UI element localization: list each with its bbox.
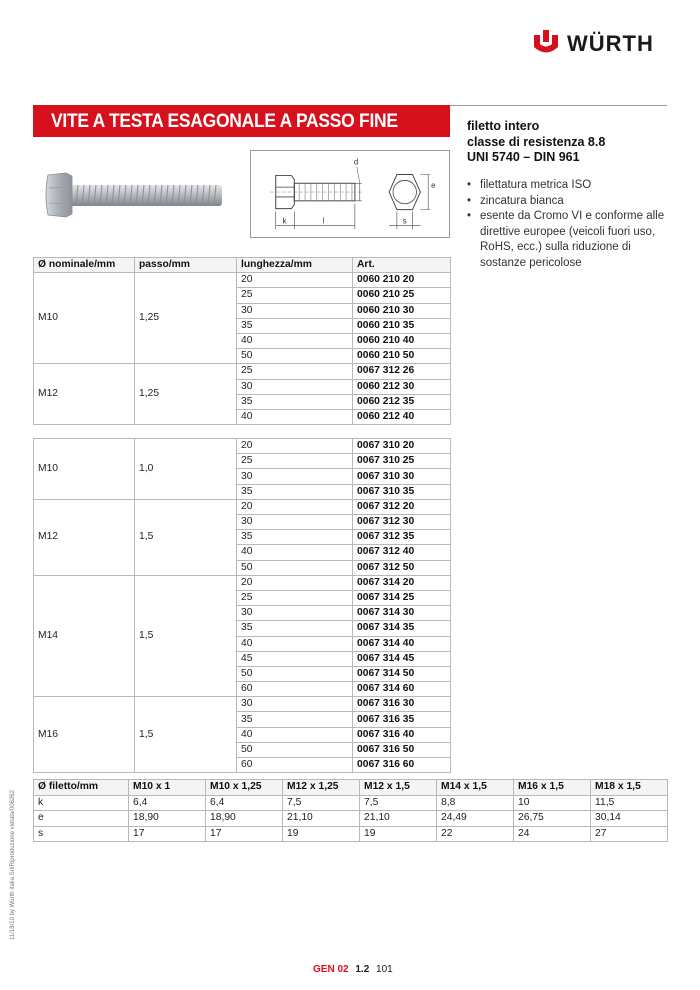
dim-cell: 11,5 — [591, 795, 668, 811]
length-cell: 20 — [237, 575, 353, 590]
length-cell: 35 — [237, 484, 353, 499]
length-cell: 20 — [237, 273, 353, 288]
pitch-cell: 1,0 — [135, 439, 237, 500]
article-number-cell: 0060 210 35 — [353, 318, 451, 333]
spec-line: classe di resistenza 8.8 — [467, 134, 606, 149]
dim-cell: 19 — [360, 826, 437, 842]
dim-label-s: s — [402, 216, 407, 226]
spec-heading — [467, 119, 677, 166]
header-diameter: Ø nominale/mm — [34, 258, 135, 273]
page-number: 101 — [376, 964, 393, 975]
article-number-cell: 0067 314 50 — [353, 666, 451, 681]
table-row — [34, 273, 451, 288]
dim-cell: s — [34, 826, 129, 842]
diameter-cell: M14 — [34, 575, 135, 697]
article-number-cell: 0067 310 20 — [353, 439, 451, 454]
article-number-cell: 0067 314 40 — [353, 636, 451, 651]
dim-header: Ø filetto/mm — [34, 780, 129, 796]
article-number-cell: 0060 210 50 — [353, 349, 451, 364]
bolt-photo — [40, 170, 230, 220]
pitch-cell: 1,25 — [135, 364, 237, 425]
article-number-cell: 0067 312 26 — [353, 364, 451, 379]
dim-cell: 6,4 — [206, 795, 283, 811]
length-cell: 35 — [237, 318, 353, 333]
pitch-cell: 1,5 — [135, 499, 237, 575]
article-number-cell: 0067 312 40 — [353, 545, 451, 560]
length-cell: 25 — [237, 364, 353, 379]
article-number-cell: 0067 312 30 — [353, 515, 451, 530]
length-cell: 35 — [237, 530, 353, 545]
spec-bullet: • filettatura metrica ISO — [467, 178, 677, 194]
table-row — [34, 439, 451, 454]
article-number-cell: 0067 314 60 — [353, 682, 451, 697]
article-number-cell: 0067 312 35 — [353, 530, 451, 545]
pitch-cell: 1,5 — [135, 697, 237, 773]
article-number-cell: 0067 314 20 — [353, 575, 451, 590]
length-cell: 60 — [237, 758, 353, 773]
length-cell: 35 — [237, 621, 353, 636]
article-number-cell: 0067 314 35 — [353, 621, 451, 636]
article-number-cell: 0067 314 30 — [353, 606, 451, 621]
article-number-cell: 0067 310 35 — [353, 484, 451, 499]
page-footer — [313, 964, 393, 975]
article-number-cell: 0067 312 20 — [353, 499, 451, 514]
dim-cell: 21,10 — [283, 811, 360, 827]
dim-label-d: d — [353, 157, 359, 167]
length-cell: 30 — [237, 379, 353, 394]
article-number-cell: 0067 314 45 — [353, 651, 451, 666]
dimension-row-e — [34, 811, 668, 827]
pitch-cell: 1,5 — [135, 575, 237, 697]
dimension-row-k — [34, 795, 668, 811]
dim-cell: 7,5 — [360, 795, 437, 811]
dim-cell: 8,8 — [437, 795, 514, 811]
length-cell: 40 — [237, 545, 353, 560]
length-cell: 60 — [237, 682, 353, 697]
article-number-cell: 0060 210 25 — [353, 288, 451, 303]
article-number-cell: 0067 316 40 — [353, 727, 451, 742]
dimension-table — [33, 779, 668, 842]
article-number-cell: 0067 314 25 — [353, 590, 451, 605]
dim-header: M12 x 1,25 — [283, 780, 360, 796]
wurth-logo-mark-icon — [533, 29, 559, 59]
article-number-cell: 0067 310 25 — [353, 454, 451, 469]
dimension-table-header-row — [34, 780, 668, 796]
article-number-cell: 0060 212 35 — [353, 394, 451, 409]
article-number-cell: 0060 212 40 — [353, 409, 451, 424]
header-article: Art. — [353, 258, 451, 273]
dim-cell: 24 — [514, 826, 591, 842]
dim-label-e: e — [431, 181, 436, 191]
article-table — [33, 257, 451, 773]
length-cell: 50 — [237, 666, 353, 681]
header-pitch: passo/mm — [135, 258, 237, 273]
dim-cell: 10 — [514, 795, 591, 811]
table-row — [34, 499, 451, 514]
dim-cell: 19 — [283, 826, 360, 842]
spec-bullet: • esente da Cromo VI e conforme alle direttive europee (veicoli fuori uso, RoHS, ecc.) sulla riduzione di sostanze pericolose — [467, 209, 677, 271]
article-number-cell: 0067 316 60 — [353, 758, 451, 773]
article-number-cell: 0067 312 50 — [353, 560, 451, 575]
length-cell: 45 — [237, 651, 353, 666]
length-cell: 30 — [237, 606, 353, 621]
length-cell: 30 — [237, 515, 353, 530]
length-cell: 20 — [237, 499, 353, 514]
article-number-cell: 0067 316 30 — [353, 697, 451, 712]
article-number-cell: 0060 210 20 — [353, 273, 451, 288]
brand-name: WÜRTH — [567, 31, 654, 56]
article-number-cell: 0067 310 30 — [353, 469, 451, 484]
length-cell: 20 — [237, 439, 353, 454]
article-number-cell: 0060 212 30 — [353, 379, 451, 394]
pitch-cell: 1,25 — [135, 273, 237, 364]
article-number-cell: 0060 210 30 — [353, 303, 451, 318]
spec-bullet-list — [467, 178, 677, 272]
article-number-cell: 0067 316 35 — [353, 712, 451, 727]
footer-section: GEN 02 — [313, 964, 349, 975]
dim-cell: 30,14 — [591, 811, 668, 827]
spacer-cell — [34, 425, 451, 439]
dim-cell: 24,49 — [437, 811, 514, 827]
dim-cell: 26,75 — [514, 811, 591, 827]
article-table-header-row — [34, 258, 451, 273]
length-cell: 30 — [237, 303, 353, 318]
article-number-cell: 0067 316 50 — [353, 742, 451, 757]
length-cell: 35 — [237, 712, 353, 727]
length-cell: 40 — [237, 636, 353, 651]
length-cell: 25 — [237, 454, 353, 469]
length-cell: 25 — [237, 590, 353, 605]
dim-label-k: k — [282, 216, 287, 226]
length-cell: 30 — [237, 697, 353, 712]
header-rule — [450, 105, 667, 106]
article-number-cell: 0060 210 40 — [353, 333, 451, 348]
length-cell: 25 — [237, 288, 353, 303]
length-cell: 50 — [237, 560, 353, 575]
dim-header: M14 x 1,5 — [437, 780, 514, 796]
table-row — [34, 364, 451, 379]
dim-cell: e — [34, 811, 129, 827]
length-cell: 50 — [237, 349, 353, 364]
spec-bullet: • zincatura bianca — [467, 194, 677, 210]
diameter-cell: M12 — [34, 364, 135, 425]
dim-header: M16 x 1,5 — [514, 780, 591, 796]
dim-header: M18 x 1,5 — [591, 780, 668, 796]
title-band — [33, 105, 450, 137]
table-row — [34, 575, 451, 590]
length-cell: 30 — [237, 469, 353, 484]
spec-line: filetto intero — [467, 119, 540, 133]
dimension-row-s — [34, 826, 668, 842]
length-cell: 40 — [237, 409, 353, 424]
technical-drawing — [250, 150, 450, 238]
length-cell: 35 — [237, 394, 353, 409]
copyright-note: 11/18/10 by Würth Italia Srl/Riproduzione vietata/006262 — [10, 790, 16, 940]
dim-header: M10 x 1 — [129, 780, 206, 796]
dim-cell: 21,10 — [360, 811, 437, 827]
length-cell: 40 — [237, 333, 353, 348]
dim-cell: k — [34, 795, 129, 811]
footer-chapter: 1.2 — [355, 964, 370, 975]
diameter-cell: M10 — [34, 273, 135, 364]
dim-label-l: l — [322, 216, 325, 226]
spec-line: UNI 5740 – DIN 961 — [467, 150, 580, 164]
dim-cell: 17 — [206, 826, 283, 842]
diameter-cell: M12 — [34, 499, 135, 575]
dim-cell: 18,90 — [129, 811, 206, 827]
dim-cell: 17 — [129, 826, 206, 842]
dim-header: M10 x 1,25 — [206, 780, 283, 796]
wurth-logo — [533, 28, 654, 60]
length-cell: 50 — [237, 742, 353, 757]
page-title: VITE A TESTA ESAGONALE A PASSO FINE — [51, 111, 398, 132]
dim-cell: 7,5 — [283, 795, 360, 811]
table-row — [34, 697, 451, 712]
header-length: lunghezza/mm — [237, 258, 353, 273]
dim-cell: 22 — [437, 826, 514, 842]
dim-cell: 27 — [591, 826, 668, 842]
article-table-body — [34, 273, 451, 773]
diameter-cell: M10 — [34, 439, 135, 500]
dim-cell: 18,90 — [206, 811, 283, 827]
dim-cell: 6,4 — [129, 795, 206, 811]
diameter-cell: M16 — [34, 697, 135, 773]
length-cell: 40 — [237, 727, 353, 742]
dim-header: M12 x 1,5 — [360, 780, 437, 796]
table-spacer-row — [34, 425, 451, 439]
